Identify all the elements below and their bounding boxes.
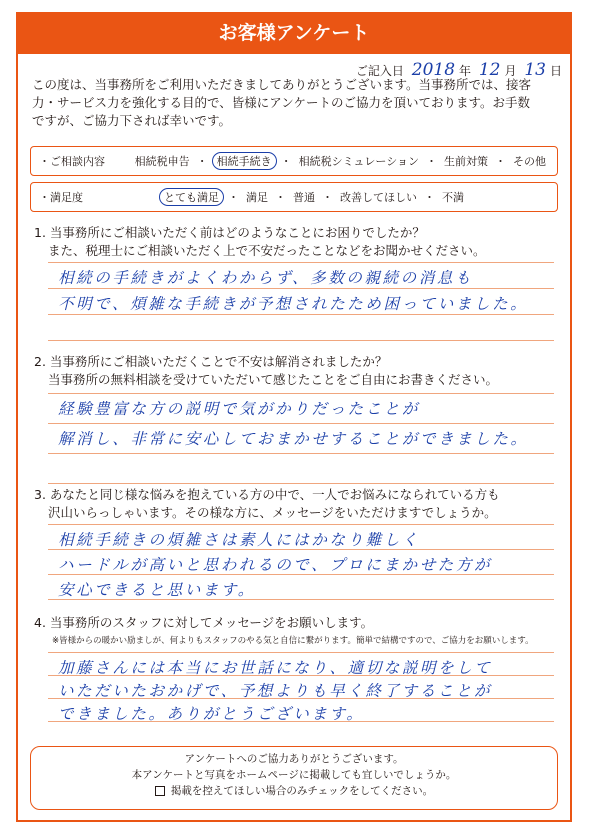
option-separator: ・ — [275, 191, 286, 204]
satisfaction-option[interactable]: 改善してほしい — [340, 191, 417, 204]
question-text: また、税理士にご相談いただく上で不安だったことなどをお聞かせください。 — [48, 243, 486, 258]
footer-line: 本アンケートと写真をホームページに掲載しても宜しいでしょうか。 — [131, 769, 457, 781]
satisfaction-label: ・満足度 — [39, 191, 83, 204]
intro-line: この度は、当事務所をご利用いただきましてありがとうございます。当事務所では、接客 — [32, 77, 532, 92]
answer-line — [48, 453, 554, 454]
survey-title: お客様アンケート — [16, 12, 572, 54]
option-separator: ・ — [196, 155, 208, 168]
answer-line — [48, 652, 554, 653]
handwritten-answer[interactable]: 解消し、非常に安心しておまかせすることができました。 — [58, 430, 529, 448]
option-separator: ・ — [280, 155, 292, 168]
publish-opt-out-checkbox[interactable] — [155, 786, 165, 796]
handwritten-answer[interactable]: 相続の手続きがよくわからず、多数の親続の消息も — [58, 269, 474, 287]
consultation-option[interactable]: 相続税申告 — [134, 155, 190, 168]
question-text: 2. 当事務所にご相談いただくことで不安は解消されましたか？ — [34, 354, 388, 369]
answer-line — [48, 483, 554, 484]
answer-line — [48, 262, 554, 263]
option-separator: ・ — [322, 191, 333, 204]
date-month-unit: 月 — [504, 64, 517, 78]
answer-line — [48, 288, 554, 289]
answer-line — [48, 524, 554, 525]
handwritten-answer[interactable]: ハードルが高いと思われるので、プロにまかせた方が — [58, 556, 493, 574]
question-3 — [34, 486, 500, 522]
question-text: 1. 当事務所にご相談いただく前はどのようなことにお困りでしたか？ — [34, 225, 425, 240]
answer-line — [48, 340, 554, 341]
date-day-unit: 日 — [549, 64, 562, 78]
date-day[interactable]: 13 — [524, 60, 546, 80]
consultation-box — [30, 146, 558, 176]
question-text: 沢山いらっしゃいます。その様な方に、メッセージをいただけますでしょうか。 — [48, 505, 497, 520]
question-note: ※皆様からの暖かい励ましが、何よりもスタッフのやる気と自信に繋がります。簡単で結構ですので、ご協力をお願いします。 — [52, 636, 534, 646]
handwritten-answer[interactable]: できました。ありがとうございます。 — [58, 705, 365, 723]
consultation-row — [39, 147, 549, 175]
footer-box — [30, 746, 558, 810]
satisfaction-row — [39, 183, 549, 211]
handwritten-answer[interactable]: いただいたおかげで、予想よりも早く終了することが — [58, 682, 493, 700]
answer-line — [48, 423, 554, 424]
answer-line — [48, 393, 554, 394]
option-separator: ・ — [426, 155, 437, 168]
handwritten-answer[interactable]: 安心できると思います。 — [58, 581, 256, 599]
intro-line: 力・サービス力を強化する目的で、皆様にアンケートのご協力を頂いております。お手数 — [32, 95, 531, 110]
question-1 — [34, 224, 486, 260]
satisfaction-option[interactable]: とても満足 — [159, 188, 224, 206]
consultation-option[interactable]: その他 — [513, 155, 546, 168]
consultation-label: ・ご相談内容 — [39, 155, 105, 168]
consultation-option[interactable]: 生前対策 — [444, 155, 488, 168]
satisfaction-option[interactable]: 普通 — [293, 191, 315, 204]
date-label: ご記入日 — [355, 64, 404, 78]
question-text: 3. あなたと同じ様な悩みを抱えている方の中で、一人でお悩みになられている方も — [34, 487, 500, 502]
date-year[interactable]: 2018 — [411, 60, 456, 80]
question-text: 当事務所の無料相談を受けていただいて感じたことをご自由にお書きください。 — [48, 372, 499, 387]
intro-text — [32, 76, 562, 130]
consultation-option[interactable]: 相続手続き — [212, 152, 277, 170]
footer-line: アンケートへのご協力ありがとうございます。 — [184, 753, 404, 765]
date-month[interactable]: 12 — [478, 60, 501, 80]
option-separator: ・ — [495, 155, 506, 168]
question-4 — [34, 614, 373, 632]
question-text: 4. 当事務所のスタッフに対してメッセージをお願いします。 — [34, 615, 374, 630]
satisfaction-box — [30, 182, 558, 212]
handwritten-answer[interactable]: 加藤さんには本当にお世話になり、適切な説明をして — [58, 659, 493, 677]
option-separator: ・ — [424, 191, 435, 204]
intro-line: ですが、ご協力下されば幸いです。 — [32, 113, 232, 128]
handwritten-answer[interactable]: 不明で、煩雑な手続きが予想されたため困っていました。 — [58, 295, 529, 313]
question-2 — [34, 353, 498, 389]
option-separator: ・ — [228, 191, 239, 204]
consultation-option[interactable]: 相続税シミュレーション — [298, 155, 419, 168]
answer-line — [48, 314, 554, 315]
handwritten-answer[interactable]: 相続手続きの煩雑さは素人にはかなり難しく — [58, 531, 421, 549]
footer-checkbox-row — [31, 783, 557, 799]
date-year-unit: 年 — [459, 64, 472, 78]
satisfaction-option[interactable]: 満足 — [246, 191, 268, 204]
checkbox-label: 掲載を控えてほしい場合のみチェックをしてください。 — [170, 785, 434, 797]
handwritten-answer[interactable]: 経験豊富な方の説明で気がかりだったことが — [58, 400, 421, 418]
satisfaction-option[interactable]: 不満 — [442, 191, 464, 204]
